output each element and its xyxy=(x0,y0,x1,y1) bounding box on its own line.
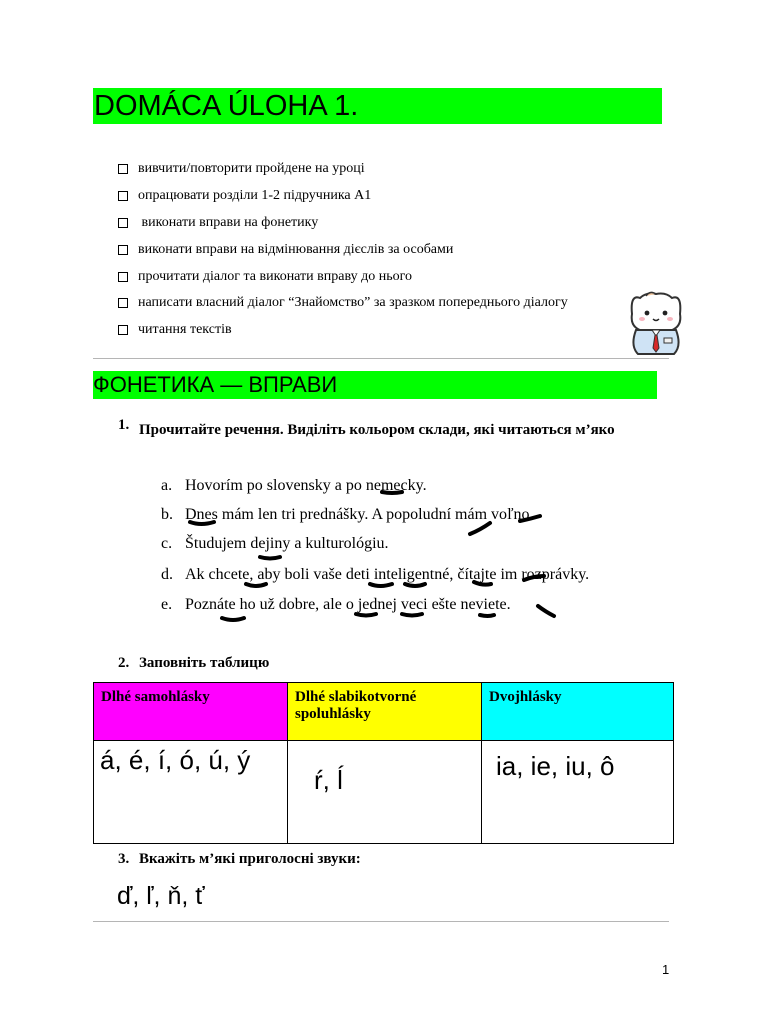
task-checklist xyxy=(118,156,568,344)
soft-syllable-mark xyxy=(405,584,425,586)
sentence-text: Ak chcete, aby boli vaše deti inteligentné, čítajte im rozprávky. xyxy=(185,566,590,583)
soft-syllable-mark xyxy=(470,523,490,534)
header-slabikotvorne: Dlhé slabikotvorné spoluhlásky xyxy=(288,683,482,741)
exercise-number: 3. xyxy=(118,851,130,867)
task-item xyxy=(118,183,568,210)
sentence-text: Hovorím po slovensky a po nemecky. xyxy=(185,477,427,494)
instruction-text: Вкажіть м’які приголосні звуки: xyxy=(139,851,361,867)
header-dlhe-samohlasky: Dlhé samohlásky xyxy=(94,683,288,741)
task-item xyxy=(118,263,568,290)
exercise-1-instruction xyxy=(118,417,673,444)
task-label: написати власний діалог “Знайомство” за зразком попереднього діалогу xyxy=(138,295,568,311)
sentence-e xyxy=(161,596,511,614)
soft-syllable-mark xyxy=(222,618,244,620)
checkbox[interactable] xyxy=(118,325,128,335)
soft-syllable-mark xyxy=(260,557,280,559)
task-item xyxy=(118,156,568,183)
task-label: виконати вправи на фонетику xyxy=(138,214,319,230)
item-letter: a. xyxy=(161,477,173,494)
checkbox[interactable] xyxy=(118,298,128,308)
exercise-number: 1. xyxy=(118,417,130,433)
soft-consonants-answer[interactable]: ď, ľ, ň, ť xyxy=(117,882,205,910)
sentence-d xyxy=(161,566,589,584)
soft-syllable-mark xyxy=(402,614,422,616)
sentence-b xyxy=(161,506,534,524)
task-item xyxy=(118,290,568,317)
vowel-table xyxy=(93,682,674,844)
exercise-3-instruction xyxy=(118,851,361,868)
item-letter: c. xyxy=(161,535,173,552)
divider xyxy=(93,921,669,922)
answer-cell[interactable]: ia, ie, iu, ô xyxy=(482,741,674,844)
instruction-text: Заповніть таблицю xyxy=(139,655,270,671)
soft-syllable-mark xyxy=(246,584,266,586)
task-item xyxy=(118,210,568,237)
task-item xyxy=(118,317,568,344)
task-label: опрацювати розділи 1-2 підручника А1 xyxy=(138,188,372,204)
soft-syllable-mark xyxy=(480,615,494,616)
item-letter: d. xyxy=(161,566,173,583)
checkbox[interactable] xyxy=(118,191,128,201)
exercise-2-instruction xyxy=(118,655,269,672)
task-label: виконати вправи на відмінювання дієслів за особами xyxy=(138,241,454,257)
sentence-text: Poznáte ho už dobre, ale o jednej veci ešte neviete. xyxy=(185,596,511,613)
soft-syllable-mark xyxy=(356,614,376,616)
task-label: вивчити/повторити пройдене на уроці xyxy=(138,161,365,177)
answer-cell[interactable]: ŕ, ĺ xyxy=(288,741,482,844)
soft-syllable-mark xyxy=(538,606,554,616)
item-letter: b. xyxy=(161,506,173,523)
checkbox[interactable] xyxy=(118,164,128,174)
checkbox[interactable] xyxy=(118,245,128,255)
sentence-text: Študujem dejiny a kulturológiu. xyxy=(185,535,389,552)
phonetics-title: ФОНЕТИКА — ВПРАВИ xyxy=(93,371,657,399)
task-label: читання текстів xyxy=(138,322,232,338)
checkbox[interactable] xyxy=(118,218,128,228)
item-letter: e. xyxy=(161,596,173,613)
checkbox[interactable] xyxy=(118,272,128,282)
soft-syllable-mark xyxy=(370,584,392,586)
header-dvojhlasky: Dvojhlásky xyxy=(482,683,674,741)
page-number: 1 xyxy=(662,962,670,977)
task-item xyxy=(118,236,568,263)
sentence-text: Dnes mám len tri prednášky. A popoludní mám voľno. xyxy=(185,506,534,523)
sentence-a xyxy=(161,477,427,495)
divider xyxy=(93,358,669,359)
instruction-text: Прочитайте речення. Виділіть кольором склади, які читаються м’яко xyxy=(139,422,615,438)
answer-cell[interactable]: á, é, í, ó, ú, ý xyxy=(94,741,288,844)
task-label: прочитати діалог та виконати вправу до нього xyxy=(138,268,412,284)
cat-mascot-icon xyxy=(616,280,696,360)
exercise-number: 2. xyxy=(118,655,130,671)
sentence-c xyxy=(161,535,389,553)
homework-title: DOMÁCA ÚLOHA 1. xyxy=(93,88,662,124)
